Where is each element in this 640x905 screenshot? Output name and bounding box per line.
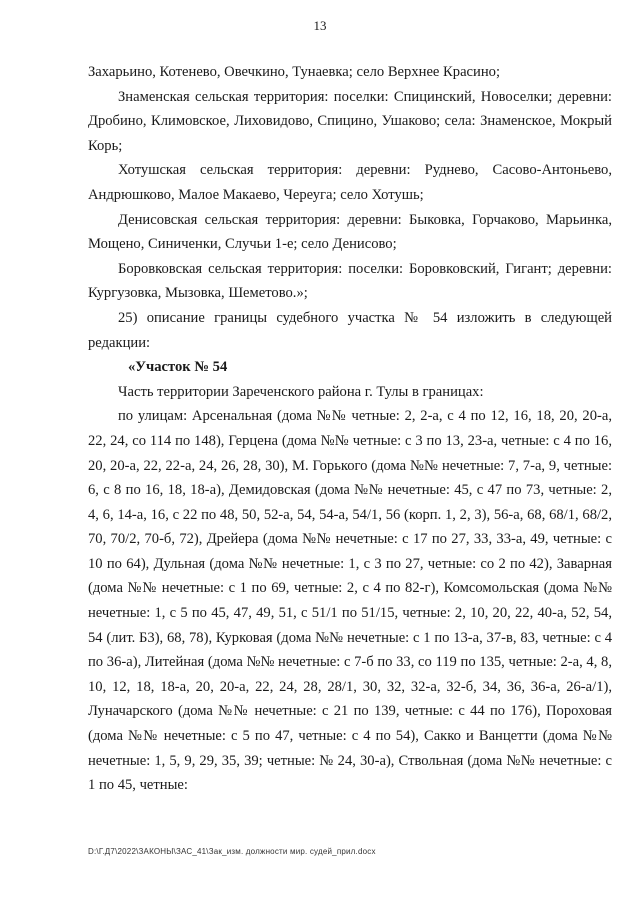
paragraph-continuation: Захарьино, Котенево, Овечкино, Тунаевка; село Верхнее Красино; xyxy=(88,64,501,80)
paragraph-item-25: 25) описание границы судебного участка № 54 изложить в следующей редакции: xyxy=(88,309,612,351)
section-heading: «Участок № 54 xyxy=(128,359,228,376)
paragraph-znamenskaya: Знаменская сельская территория: поселки: Спицинский, Новоселки; деревни: Дробино, Климовское, Лиховидово, Спицино, Ушаково; села: Знаменское, Мокрый Корь; xyxy=(88,88,612,154)
document-body xyxy=(88,60,612,798)
paragraph-khotushskaya: Хотушская сельская территория: деревни: Руднево, Сасово-Антоньево, Андрюшково, Малое Макаево, Череуга; село Хотушь; xyxy=(88,162,612,203)
page-number: 13 xyxy=(313,18,327,33)
footer-file-path: D:\Г.Д7\2022\ЗАКОНЫ\ЗАС_41\Зак_изм. должности мир. судей_прил.docx xyxy=(88,847,376,856)
section-intro: Часть территории Зареченского района г. Тулы в границах: xyxy=(118,383,484,400)
section-streets: по улицам: Арсенальная (дома №№ четные: 2, 2-а, с 4 по 12, 16, 18, 20, 20-а, 22, 24, со 114 по 148), Герцена (дома №№ четные: с 3 по 13, 23-а, четные: с 4 по 16, 20, 20-а, 22, 22-а, 24, 26, 28, 30), М. Горького (дома №№ нечетные: 7, 7-а, 9, четные: 6, с 8 по 16, 18, 18-а), Демидовская (дома №№ нечетные: 45, с 47 по 73, четные: 2, 4, 6, 14-а, 16, с 22 по 48, 50, 52-а, 54, 54-а, 54/1, 56 (корп. 1, 2, 3), 56-а, 68, 68/1, 68/2, 70, 70/2, 70-б, 72), Дрейера (дома №№ нечетные: с 17 по 27, 33, 33-а, 49, четные: с 10 по 64), Дульная (дома №№ нечетные: 1, с 3 по 27, четные: со 2 по 42), Заварная (дома №№ нечетные: с 1 по 69, четные: 2, с 4 по 82-г), Комсомольская (дома №№ нечетные: 1, с 5 по 45, 47, 49, 51, с 51/1 по 51/15, четные: 2, 10, 20, 22, 40-а, 52, 54, 54 (лит. Б3), 68, 78), Курковая (дома №№ нечетные: с 1 по 13-а, 37-в, 83, четные: с 4 по 36-а), Литейная (дома №№ нечетные: с 7-б по 33, со 119 по 135, четные: 2-а, 4, 8, 10, 12, 18, 18-а, 20, 20-а, 22, 24, 28, 28/1, 30, 32, 32-а, 32-б, 34, 36, 36-а, 26-а/1), Луначарского (дома №№ нечетные: с 21 по 139, четные: с 44 по 176), Пороховая (дома №№ нечетные: с 5 по 47, четные: с 4 по 54), Сакко и Ванцетти (дома №№ нечетные: 1, 5, 9, 29, 35, 39; четные: № 24, 30-а), Ствольная (дома №№ нечетные: с 1 по 45, четные: xyxy=(88,408,612,794)
paragraph-denisovskaya: Денисовская сельская территория: деревни: Быковка, Горчаково, Марьинка, Мощено, Синиченки, Случьи 1-е; село Денисово; xyxy=(88,211,612,253)
paragraph-borovkovskaya: Боровковская сельская территория: поселки: Боровковский, Гигант; деревни: Кургузовка, Мызовка, Шеметово.»; xyxy=(88,260,612,302)
